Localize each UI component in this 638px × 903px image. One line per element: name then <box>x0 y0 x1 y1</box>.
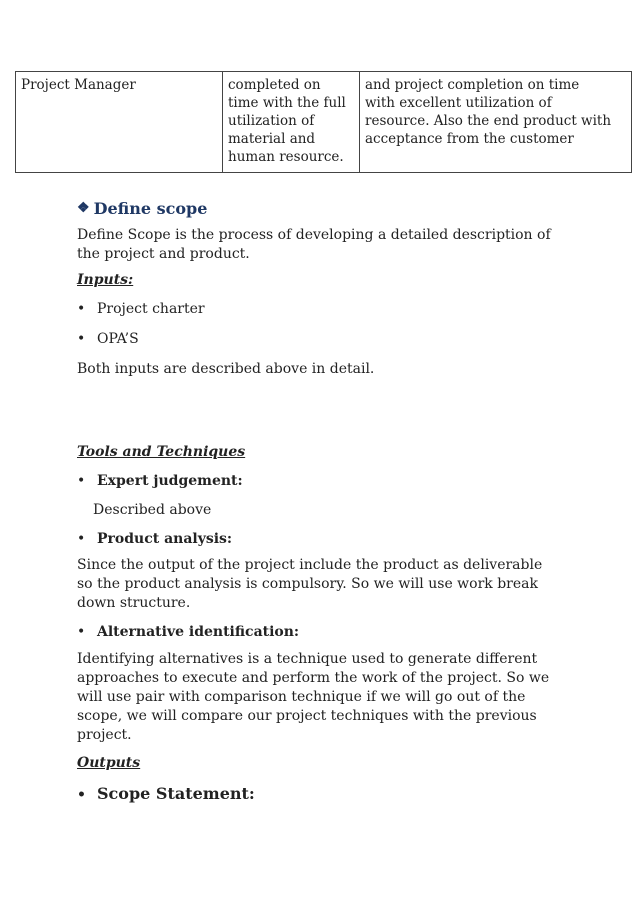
details-line <box>365 130 626 148</box>
paragraph-line: will use pair with comparison technique if we will go out of the <box>77 689 526 705</box>
paragraph-line: Identifying alternatives is a technique used to generate different <box>77 651 538 667</box>
details-line <box>365 76 626 94</box>
paragraph-line: Since the output of the project include the product as deliverable <box>77 557 543 573</box>
details-line <box>365 112 626 130</box>
bullet-icon: • <box>77 473 86 489</box>
criteria-line-text: material and <box>228 131 316 147</box>
details-line <box>365 94 626 112</box>
criteria-line-text: human resource. <box>228 149 344 165</box>
criteria-line-text: utilization of <box>228 113 315 129</box>
details-line-text: acceptance from the customer <box>365 131 574 147</box>
criteria-line-text: completed on <box>228 77 321 93</box>
role-text: Project Manager <box>21 77 136 93</box>
paragraph-line: the project and product. <box>77 246 250 262</box>
criteria-line <box>228 112 354 130</box>
role-cell <box>16 72 223 173</box>
inputs-label: Inputs: <box>77 272 134 288</box>
alternative-identification-text <box>77 650 567 745</box>
expert-judgement-title: Expert judgement: <box>97 473 243 489</box>
bullet-icon: • <box>77 331 86 347</box>
inputs-note: Both inputs are described above in detail. <box>77 361 375 377</box>
details-line-text: and project completion on time <box>365 77 580 93</box>
details-line-text: with excellent utilization of <box>365 95 552 111</box>
list-item <box>77 300 567 319</box>
criteria-line <box>228 130 354 148</box>
criteria-line <box>228 94 354 112</box>
define-scope-description <box>77 226 567 264</box>
expert-judgement-text: Described above <box>93 502 212 518</box>
table-row <box>16 72 632 173</box>
bullet-icon: • <box>77 301 86 317</box>
scope-statement-title: Scope Statement: <box>97 784 255 803</box>
list-item-text: OPA’S <box>97 331 139 347</box>
product-analysis-title: Product analysis: <box>97 531 233 547</box>
list-item <box>77 472 567 491</box>
paragraph-line: scope, we will compare our project techniques with the previous <box>77 708 537 724</box>
list-item <box>77 330 567 349</box>
paragraph-line: so the product analysis is compulsory. So we will use work break <box>77 576 538 592</box>
criteria-line <box>228 76 354 94</box>
criteria-line <box>228 148 354 166</box>
define-scope-heading <box>77 196 567 220</box>
details-cell <box>360 72 632 173</box>
bullet-icon: • <box>77 787 86 803</box>
define-scope-title: Define scope <box>93 198 208 218</box>
paragraph-line: project. <box>77 727 132 743</box>
list-item <box>77 530 567 549</box>
criteria-line-text: time with the full <box>228 95 346 111</box>
bullet-icon: • <box>77 531 86 547</box>
product-analysis-text <box>77 556 567 613</box>
outputs-label: Outputs <box>77 755 141 771</box>
bullet-icon: • <box>77 624 86 640</box>
paragraph-line: approaches to execute and perform the work of the project. So we <box>77 670 550 686</box>
list-item <box>77 784 567 803</box>
details-line-text: resource. Also the end product with <box>365 113 612 129</box>
tools-label: Tools and Techniques <box>77 444 246 460</box>
diamond-bullet-icon: ❖ <box>77 200 90 216</box>
list-item <box>77 623 567 642</box>
alternative-identification-title: Alternative identification: <box>97 624 300 640</box>
section-content <box>77 196 567 803</box>
responsibility-table <box>15 71 632 173</box>
list-item-text: Project charter <box>97 301 205 317</box>
paragraph-line: down structure. <box>77 595 191 611</box>
paragraph-line: Define Scope is the process of developing a detailed description of <box>77 227 551 243</box>
criteria-cell <box>223 72 360 173</box>
